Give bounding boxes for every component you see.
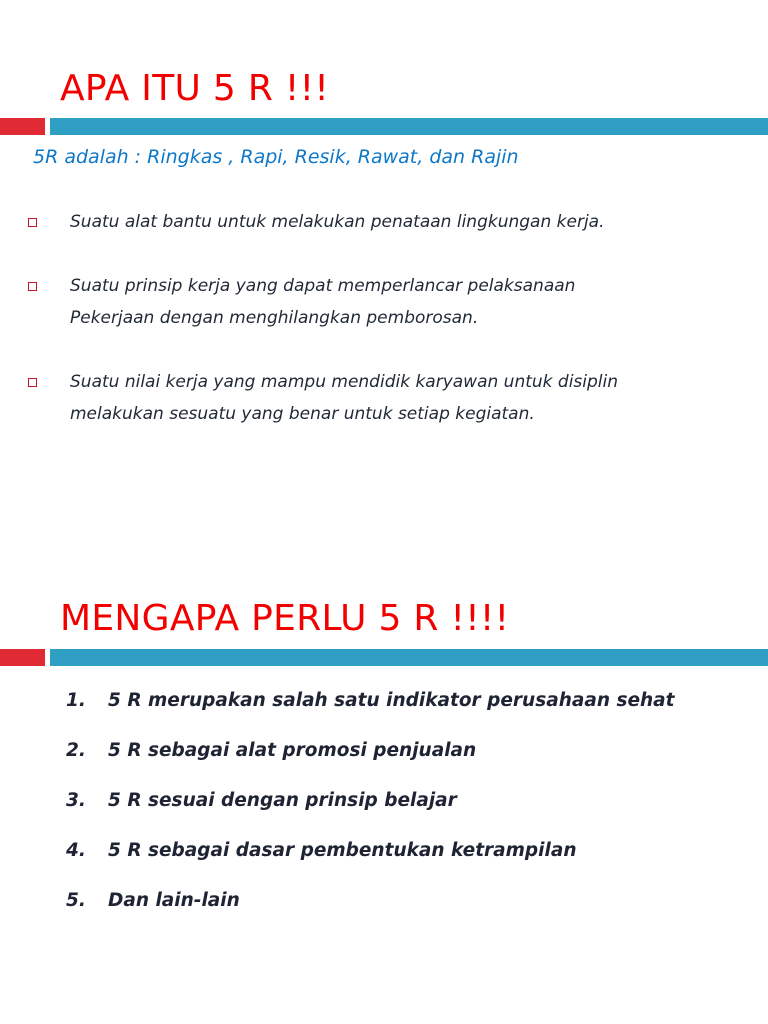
slide-title: MENGAPA PERLU 5 R !!!!	[60, 598, 510, 639]
slide-subtitle: 5R adalah : Ringkas , Rapi, Resik, Rawat, dan Rajin	[33, 146, 519, 168]
list-item-text: 5 R sebagai alat promosi penjualan	[108, 740, 477, 761]
slide-title: APA ITU 5 R !!!	[60, 68, 330, 109]
numbered-list	[66, 676, 675, 926]
bullet-text-line: melakukan sesuatu yang benar untuk setiap kegiatan.	[70, 404, 535, 424]
list-item-number: 4.	[66, 840, 86, 861]
bullet-item	[28, 366, 748, 430]
list-item-number: 5.	[66, 890, 86, 911]
bullet-text-line: Pekerjaan dengan menghilangkan pemborosan.	[70, 308, 479, 328]
title-divider-bar	[0, 118, 768, 135]
bullet-list	[28, 206, 748, 430]
list-item	[66, 726, 675, 776]
list-item-text: Dan lain-lain	[108, 890, 240, 911]
list-item-number: 1.	[66, 690, 86, 711]
bullet-text-line: Suatu prinsip kerja yang dapat memperlancar pelaksanaan	[70, 276, 576, 296]
list-item-text: 5 R merupakan salah satu indikator perusahaan sehat	[108, 690, 675, 711]
hollow-square-icon	[28, 218, 37, 227]
list-item	[66, 776, 675, 826]
list-item	[66, 676, 675, 726]
divider-teal-segment	[50, 118, 768, 135]
list-item-number: 2.	[66, 740, 86, 761]
divider-red-segment	[0, 118, 45, 135]
list-item	[66, 876, 675, 926]
list-item	[66, 826, 675, 876]
divider-teal-segment	[50, 649, 768, 666]
hollow-square-icon	[28, 378, 37, 387]
bullet-item	[28, 206, 748, 238]
list-item-number: 3.	[66, 790, 86, 811]
slide-why-5r	[0, 532, 768, 1024]
divider-red-segment	[0, 649, 45, 666]
bullet-item	[28, 270, 748, 334]
hollow-square-icon	[28, 282, 37, 291]
bullet-text-line: Suatu nilai kerja yang mampu mendidik karyawan untuk disiplin	[70, 372, 619, 392]
list-item-text: 5 R sebagai dasar pembentukan ketrampilan	[108, 840, 577, 861]
title-divider-bar	[0, 649, 768, 666]
list-item-text: 5 R sesuai dengan prinsip belajar	[108, 790, 457, 811]
bullet-text-line: Suatu alat bantu untuk melakukan penataan lingkungan kerja.	[70, 212, 605, 232]
